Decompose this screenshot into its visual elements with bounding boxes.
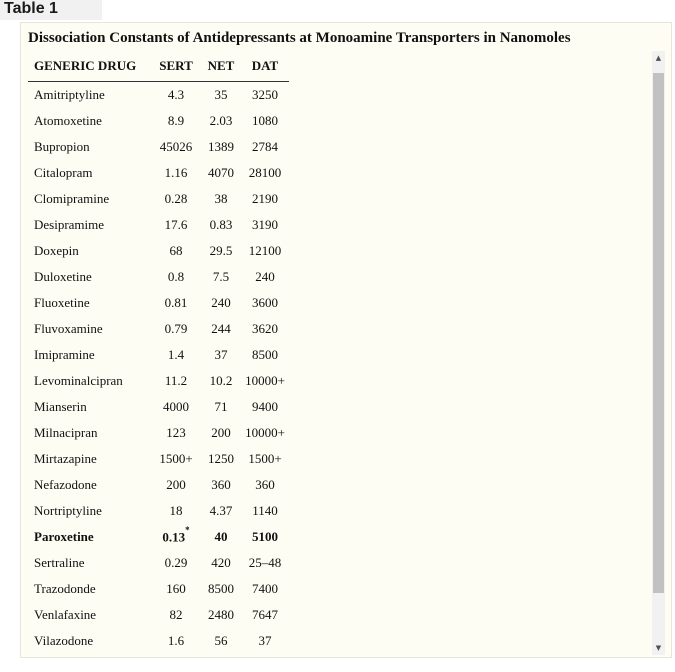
table-panel xyxy=(20,22,672,658)
table-row xyxy=(28,498,289,524)
table-row xyxy=(28,82,289,109)
footnote-marker: * xyxy=(185,525,190,536)
cell-sert: 160 xyxy=(166,581,186,596)
cell-drug: Amitriptyline xyxy=(34,87,105,102)
cell-net: 420 xyxy=(211,555,231,570)
cell-net: 360 xyxy=(211,477,231,492)
cell-net: 244 xyxy=(211,321,231,336)
cell-drug: Desipramime xyxy=(34,217,105,232)
cell-dat: 8500 xyxy=(252,347,278,362)
cell-dat: 37 xyxy=(258,633,272,648)
table-row xyxy=(28,134,289,160)
cell-dat: 3190 xyxy=(252,217,278,232)
cell-dat: 1500+ xyxy=(248,451,282,466)
cell-net: 240 xyxy=(211,295,231,310)
header-net: NET xyxy=(201,51,241,82)
scrollbar-thumb[interactable] xyxy=(653,73,664,593)
cell-net: 38 xyxy=(214,191,228,206)
cell-dat: 3250 xyxy=(252,87,278,102)
cell-sert: 0.29 xyxy=(164,555,188,570)
cell-dat: 2190 xyxy=(252,191,278,206)
cell-dat: 12100 xyxy=(248,243,282,258)
cell-sert: 1.6 xyxy=(167,633,185,648)
table-row xyxy=(28,524,289,550)
cell-drug: Duloxetine xyxy=(34,269,92,284)
cell-sert: 4.3 xyxy=(167,87,185,102)
cell-sert: 0.8 xyxy=(167,269,185,284)
header-sert: SERT xyxy=(151,51,201,82)
cell-dat: 7400 xyxy=(252,581,278,596)
cell-net: 71 xyxy=(214,399,228,414)
table-header-row xyxy=(28,51,289,82)
cell-drug: Vilazodone xyxy=(34,633,94,648)
cell-sert: 0.28 xyxy=(164,191,188,206)
cell-dat: 25–48 xyxy=(248,555,282,570)
table-row xyxy=(28,342,289,368)
cell-dat: 360 xyxy=(255,477,275,492)
cell-dat: 7647 xyxy=(252,607,278,622)
cell-dat: 28100 xyxy=(248,165,282,180)
header-generic-drug: GENERIC DRUG xyxy=(28,51,151,82)
table-row xyxy=(28,472,289,498)
table-row xyxy=(28,420,289,446)
cell-net: 10.2 xyxy=(209,373,233,388)
cell-sert: 123 xyxy=(166,425,186,440)
cell-dat: 1080 xyxy=(252,113,278,128)
cell-drug: Bupropion xyxy=(34,139,90,154)
cell-net: 40 xyxy=(214,529,228,544)
cell-net: 0.83 xyxy=(209,217,233,232)
table-row xyxy=(28,212,289,238)
cell-net: 56 xyxy=(214,633,228,648)
cell-dat: 1140 xyxy=(252,503,278,518)
cell-sert: 1.4 xyxy=(167,347,185,362)
cell-sert: 11.2 xyxy=(164,373,188,388)
table-label: Table 1 xyxy=(0,0,102,20)
cell-drug: Mirtazapine xyxy=(34,451,97,466)
cell-net: 7.5 xyxy=(212,269,230,284)
cell-drug: Sertraline xyxy=(34,555,85,570)
cell-dat: 3600 xyxy=(252,295,278,310)
header-dat: DAT xyxy=(241,51,289,82)
cell-sert: 8.9 xyxy=(167,113,185,128)
cell-net: 200 xyxy=(211,425,231,440)
cell-drug: Trazodonde xyxy=(34,581,96,596)
cell-drug: Nortriptyline xyxy=(34,503,102,518)
table-row xyxy=(28,238,289,264)
table-row xyxy=(28,550,289,576)
table-row xyxy=(28,108,289,134)
table-row xyxy=(28,290,289,316)
cell-net: 8500 xyxy=(208,581,234,596)
cell-drug: Mianserin xyxy=(34,399,87,414)
cell-sert: 45026 xyxy=(159,139,193,154)
cell-drug: Doxepin xyxy=(34,243,79,258)
table-row xyxy=(28,628,289,654)
cell-sert: 1500+ xyxy=(159,451,193,466)
cell-sert: 0.81 xyxy=(164,295,188,310)
dissociation-table xyxy=(28,51,289,654)
table-row xyxy=(28,446,289,472)
table-row xyxy=(28,264,289,290)
cell-drug: Paroxetine xyxy=(34,529,94,544)
cell-drug: Venlafaxine xyxy=(34,607,97,622)
cell-net: 2480 xyxy=(208,607,234,622)
cell-drug: Imipramine xyxy=(34,347,95,362)
cell-net: 4.37 xyxy=(209,503,233,518)
cell-net: 1250 xyxy=(208,451,234,466)
cell-drug: Fluoxetine xyxy=(34,295,90,310)
cell-dat: 5100 xyxy=(252,529,278,544)
cell-dat: 3620 xyxy=(252,321,278,336)
cell-dat: 9400 xyxy=(252,399,278,414)
cell-net: 37 xyxy=(214,347,228,362)
cell-sert: 18 xyxy=(169,503,183,518)
triangle-down-icon[interactable]: ▼ xyxy=(655,644,662,652)
cell-net: 35 xyxy=(214,87,228,102)
cell-drug: Levominalcipran xyxy=(34,373,123,388)
table-row xyxy=(28,368,289,394)
cell-sert: 4000 xyxy=(163,399,189,414)
cell-sert: 68 xyxy=(169,243,183,258)
cell-dat: 10000+ xyxy=(245,373,285,388)
cell-sert: 0.13* xyxy=(162,525,190,545)
cell-sert: 17.6 xyxy=(164,217,188,232)
cell-dat: 240 xyxy=(255,269,275,284)
table-row xyxy=(28,394,289,420)
triangle-up-icon[interactable]: ▲ xyxy=(655,54,662,62)
table-row xyxy=(28,160,289,186)
cell-net: 29.5 xyxy=(209,243,233,258)
cell-sert: 200 xyxy=(166,477,186,492)
vertical-scrollbar[interactable] xyxy=(652,51,665,655)
cell-net: 2.03 xyxy=(209,113,233,128)
cell-drug: Nefazodone xyxy=(34,477,97,492)
cell-drug: Fluvoxamine xyxy=(34,321,103,336)
cell-drug: Milnacipran xyxy=(34,425,98,440)
table-caption: Dissociation Constants of Antidepressants at Monoamine Transporters in Nanomoles xyxy=(28,30,571,46)
cell-drug: Citalopram xyxy=(34,165,93,180)
table-row xyxy=(28,576,289,602)
cell-sert: 82 xyxy=(169,607,183,622)
cell-drug: Clomipramine xyxy=(34,191,110,206)
table-row xyxy=(28,186,289,212)
table-row xyxy=(28,316,289,342)
cell-drug: Atomoxetine xyxy=(34,113,102,128)
cell-dat: 10000+ xyxy=(245,425,285,440)
cell-net: 4070 xyxy=(208,165,234,180)
cell-net: 1389 xyxy=(208,139,234,154)
table-scroll-area[interactable] xyxy=(21,51,653,657)
table-row xyxy=(28,602,289,628)
cell-dat: 2784 xyxy=(252,139,278,154)
cell-sert: 1.16 xyxy=(164,165,188,180)
cell-sert: 0.79 xyxy=(164,321,188,336)
